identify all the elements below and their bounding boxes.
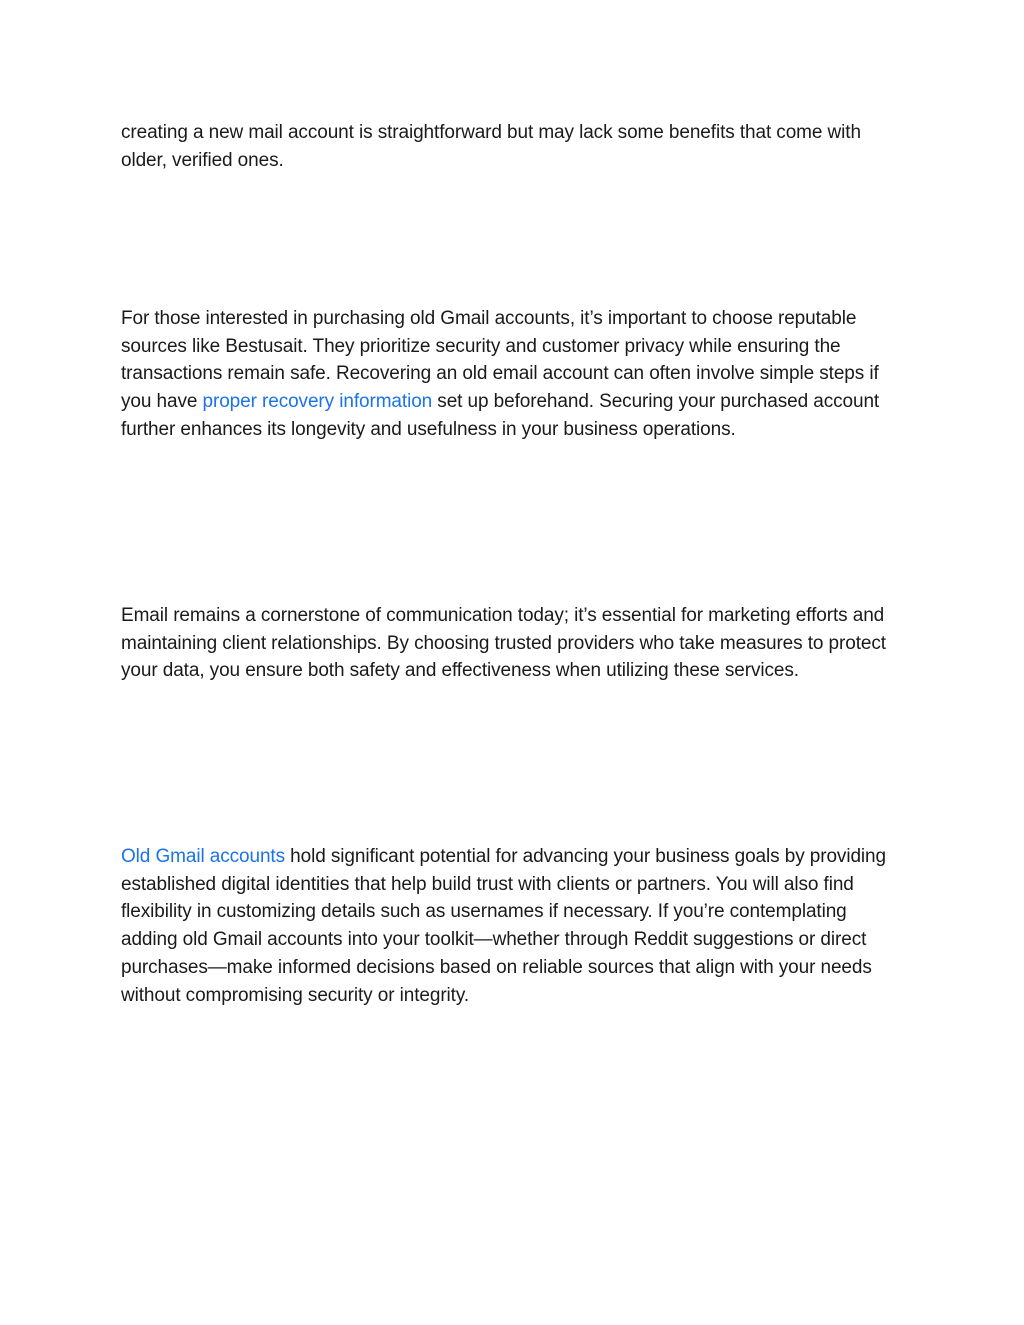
paragraph-email-cornerstone xyxy=(121,602,901,685)
paragraph-text: Email remains a cornerstone of communication today; it’s essential for marketing efforts and maintaining client relationships. By choosing trusted providers who take measures to protect your data, you ensure both safety and effectiveness when utilizing these services. xyxy=(121,605,886,682)
paragraph-purchasing-sources xyxy=(121,305,901,444)
old-gmail-accounts-link[interactable]: Old Gmail accounts xyxy=(121,846,285,867)
paragraph-text: creating a new mail account is straightforward but may lack some benefits that come with older, verified ones. xyxy=(121,122,861,171)
paragraph-new-mail-account xyxy=(121,119,901,174)
paragraph-old-gmail-potential xyxy=(121,843,901,1009)
proper-recovery-information-link[interactable]: proper recovery information xyxy=(202,391,433,413)
paragraph-text: set up beforehand. Securing your purchased account further enhances its longevity and usefulness in your business operations. xyxy=(121,391,880,440)
paragraph-text: For those interested in purchasing old Gmail accounts, it’s important to choose reputable sources like Bestusait. They prioritize security and customer privacy while ensuring the transactions remain safe. Recovering an old email account can often involve simple steps if you have xyxy=(121,308,879,413)
paragraph-text: hold significant potential for advancing your business goals by providing established digital identities that help build trust with clients or partners. You will also find flexibility in customizing details such as usernames if necessary. If you’re contemplating adding old Gmail accounts into your toolkit—whether through Reddit suggestions or direct purchases—make informed decisions based on reliable sources that align with your needs without compromising security or integrity. xyxy=(121,846,886,1006)
